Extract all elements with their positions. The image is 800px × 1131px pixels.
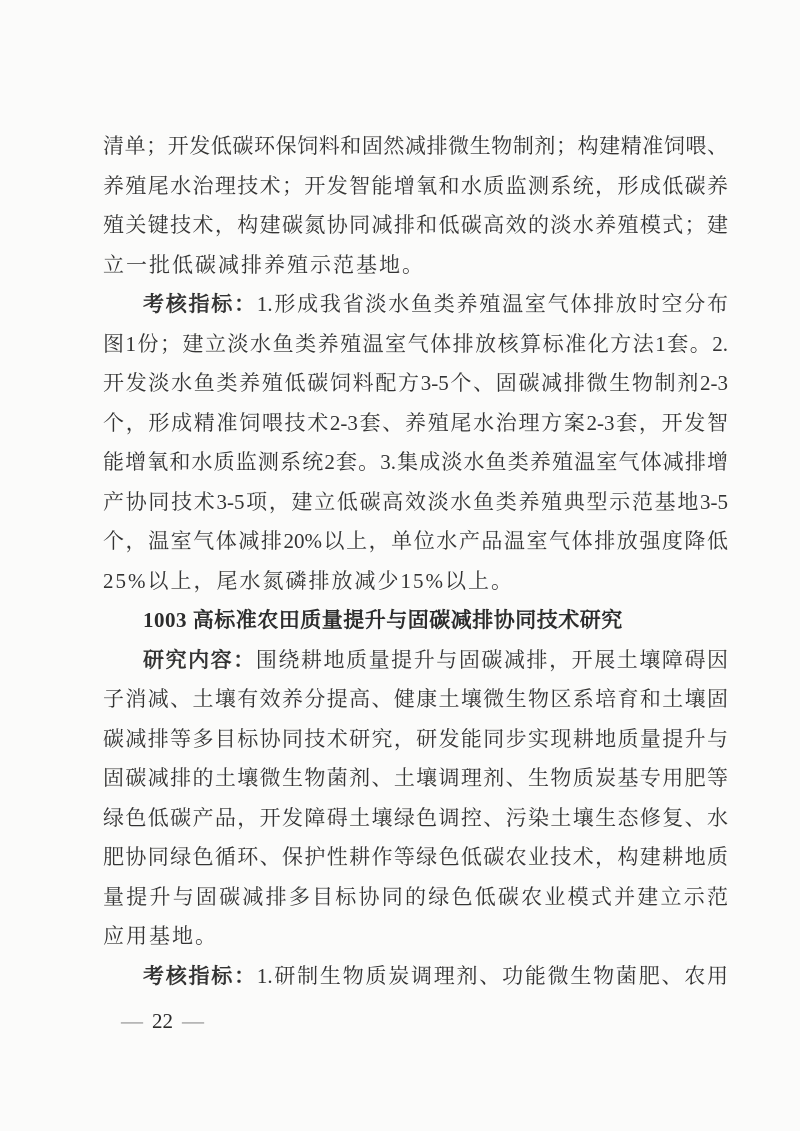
text-run: 1003 高标准农田质量提升与固碳减排协同技术研究 [143, 608, 623, 632]
text-run: 25%以上，尾水氮磷排放减少15%以上。 [103, 568, 514, 593]
text-run: 清单；开发低碳环保饲料和固然减排微生物制剂；构建精准饲喂、 [103, 134, 728, 158]
text-line [103, 720, 728, 760]
text-line [103, 641, 728, 681]
text-run: 量提升与固碳减排多目标协同的绿色低碳农业模式并建立示范 [103, 884, 728, 909]
text-run: 能增氧和水质监测系统2套。3.集成淡水鱼类养殖温室气体减排增 [103, 450, 728, 474]
text-run: 殖关键技术，构建碳氮协同减排和低碳高效的淡水养殖模式；建 [103, 213, 728, 237]
text-line [103, 167, 728, 207]
text-line [103, 404, 728, 444]
document-body [103, 127, 728, 996]
text-run: 应用基地。 [103, 924, 218, 948]
text-line [103, 127, 728, 167]
footer-dash-right: — [182, 1008, 204, 1033]
text-line [103, 878, 728, 918]
text-run: 养殖尾水治理技术；开发智能增氧和水质监测系统，形成低碳养 [103, 173, 728, 198]
text-line [103, 206, 728, 246]
text-line [103, 443, 728, 483]
text-line [103, 799, 728, 839]
text-run: 绿色低碳产品，开发障碍土壤绿色调控、污染土壤生态修复、水 [103, 805, 728, 830]
page-number: 22 [152, 1009, 173, 1033]
text-run: 产协同技术3-5项，建立低碳高效淡水鱼类养殖典型示范基地3-5 [103, 489, 728, 514]
text-line [103, 522, 728, 562]
text-run: 1.形成我省淡水鱼类养殖温室气体排放时空分布 [256, 292, 729, 316]
paragraph-lead-in: 研究内容： [143, 647, 256, 672]
text-line [103, 917, 728, 957]
text-line [103, 483, 728, 523]
text-run: 图1份；建立淡水鱼类养殖温室气体排放核算标准化方法1套。2. [103, 331, 728, 356]
text-run: 固碳减排的土壤微生物菌剂、土壤调理剂、生物质炭基专用肥等 [103, 766, 728, 790]
text-line [103, 246, 728, 286]
text-run: 围绕耕地质量提升与固碳减排，开展土壤障碍因 [255, 647, 729, 672]
text-run: 开发淡水鱼类养殖低碳饲料配方3-5个、固碳减排微生物制剂2-3 [103, 371, 728, 395]
footer-dash-left: — [121, 1008, 143, 1033]
text-run: 立一批低碳减排养殖示范基地。 [103, 252, 425, 277]
text-line [103, 957, 728, 997]
text-line [103, 364, 728, 404]
text-line [103, 325, 728, 365]
section-heading [103, 601, 728, 641]
text-line [103, 838, 728, 878]
paragraph-lead-in: 考核指标： [143, 963, 257, 988]
text-run: 1.研制生物质炭调理剂、功能微生物菌肥、农用 [256, 963, 729, 988]
text-line [103, 759, 728, 799]
text-run: 碳减排等多目标协同技术研究，研发能同步实现耕地质量提升与 [103, 726, 728, 751]
page-footer [121, 1006, 204, 1036]
paragraph-lead-in: 考核指标： [143, 292, 257, 316]
text-run: 子消减、土壤有效养分提高、健康土壤微生物区系培育和土壤固 [103, 687, 728, 711]
text-line [103, 562, 728, 602]
text-line [103, 680, 728, 720]
text-run: 个，形成精准饲喂技术2-3套、养殖尾水治理方案2-3套，开发智 [103, 410, 728, 435]
text-line [103, 285, 728, 325]
text-run: 个，温室气体减排20%以上，单位水产品温室气体排放强度降低 [103, 529, 728, 553]
text-run: 肥协同绿色循环、保护性耕作等绿色低碳农业技术，构建耕地质 [103, 845, 728, 869]
